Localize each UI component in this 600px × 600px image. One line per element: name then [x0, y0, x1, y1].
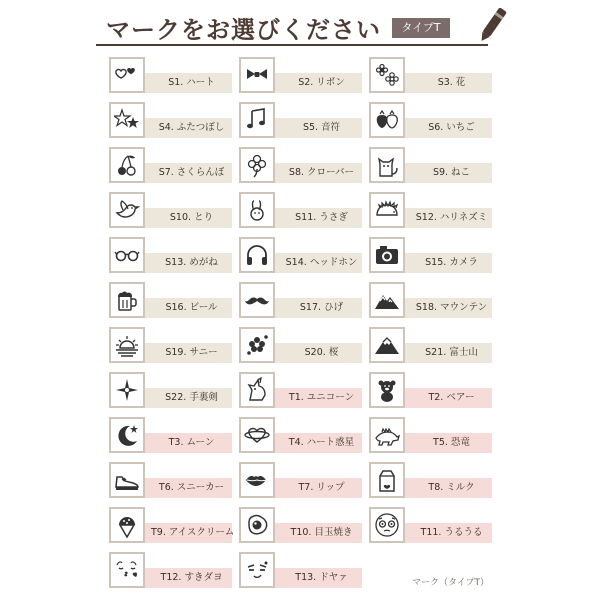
- teary-face-icon: [369, 507, 405, 543]
- flowers-icon: [369, 57, 405, 93]
- mark-option[interactable]: [239, 237, 362, 278]
- mountains-icon: [369, 282, 405, 318]
- mark-option[interactable]: [109, 462, 232, 503]
- hedgehog-icon: [369, 192, 405, 228]
- cherries-icon: [109, 147, 145, 183]
- mark-option[interactable]: [109, 507, 235, 548]
- sunrise-icon: [109, 327, 145, 363]
- beer-icon: [109, 282, 145, 318]
- mark-option[interactable]: [109, 282, 232, 323]
- mark-option-label: S17. ひげ: [259, 298, 362, 318]
- mount-fuji-icon: [369, 327, 405, 363]
- clover-icon: [239, 147, 275, 183]
- bird-icon: [109, 192, 145, 228]
- camera-icon: [369, 237, 405, 273]
- mark-option-label: T1. ユニコーン: [259, 388, 362, 408]
- mark-option[interactable]: [109, 417, 232, 458]
- unicorn-icon: [239, 372, 275, 408]
- mark-option[interactable]: [109, 57, 232, 98]
- mark-option-label: S14. ヘッドホン: [259, 253, 362, 273]
- mark-option-label: S19. サニー: [129, 343, 232, 363]
- glasses-icon: [109, 237, 145, 273]
- mark-option-label: S11. うさぎ: [259, 208, 362, 228]
- mark-option-label: S6. いちご: [389, 118, 492, 138]
- mark-option[interactable]: [109, 102, 232, 143]
- mark-option[interactable]: [369, 192, 492, 233]
- music-notes-icon: [239, 102, 275, 138]
- mark-option[interactable]: [369, 102, 492, 143]
- two-stars-icon: [109, 102, 145, 138]
- mark-option[interactable]: [109, 327, 232, 368]
- sakura-icon: [239, 327, 275, 363]
- mark-option-label: S18. マウンテン: [389, 298, 492, 318]
- mark-option[interactable]: [369, 327, 492, 368]
- mark-option-label: T10. 目玉焼き: [259, 523, 362, 543]
- milk-carton-icon: [369, 462, 405, 498]
- mark-option-label: S22. 手裏剣: [129, 388, 232, 408]
- ice-cream-icon: [109, 507, 145, 543]
- mark-option[interactable]: [369, 372, 492, 413]
- mark-option-label: S13. めがね: [129, 253, 232, 273]
- mark-option[interactable]: [369, 57, 492, 98]
- mark-option-label: S15. カメラ: [389, 253, 492, 273]
- bear-icon: [369, 372, 405, 408]
- mark-option-label: S4. ふたつぼし: [129, 118, 232, 138]
- mark-option[interactable]: [109, 192, 232, 233]
- mark-option[interactable]: [239, 57, 362, 98]
- mark-option[interactable]: [239, 372, 362, 413]
- sneaker-icon: [109, 462, 145, 498]
- type-badge: タイプT: [392, 18, 450, 38]
- kiss-face-icon: [109, 552, 145, 588]
- cat-icon: [369, 147, 405, 183]
- mark-option[interactable]: [239, 507, 362, 548]
- mark-option[interactable]: [239, 417, 362, 458]
- mark-option[interactable]: [369, 462, 492, 503]
- mustache-icon: [239, 282, 275, 318]
- mark-option-label: T4. ハート惑星: [259, 433, 362, 453]
- page-title: マークをお選びください: [106, 16, 381, 44]
- shuriken-icon: [109, 372, 145, 408]
- lips-icon: [239, 462, 275, 498]
- mark-option-label: S8. クローバー: [259, 163, 362, 183]
- mark-option[interactable]: [239, 147, 362, 188]
- mark-option-label: S20. 桜: [259, 343, 362, 363]
- ribbon-icon: [239, 57, 275, 93]
- mark-option-label: T6. スニーカー: [129, 478, 232, 498]
- moon-icon: [109, 417, 145, 453]
- mark-option[interactable]: [369, 237, 492, 278]
- mark-option[interactable]: [239, 462, 362, 503]
- mark-option[interactable]: [109, 552, 232, 593]
- mark-option-label: T13. ドヤァ: [259, 568, 362, 588]
- dinosaur-icon: [369, 417, 405, 453]
- hearts-icon: [109, 57, 145, 93]
- mark-option-label: S5. 音符: [259, 118, 362, 138]
- mark-option-label: T11. うるうる: [389, 523, 492, 543]
- mark-option-label: S16. ビール: [129, 298, 232, 318]
- mark-option[interactable]: [239, 282, 362, 323]
- smug-face-icon: [239, 552, 275, 588]
- mark-option-label: T9. アイスクリーム: [129, 523, 232, 543]
- mark-option[interactable]: [369, 507, 492, 548]
- mark-option-label: S2. リボン: [259, 73, 362, 93]
- mark-option-label: T5. 恐竜: [389, 433, 492, 453]
- mark-option[interactable]: [369, 417, 492, 458]
- mark-option-label: T8. ミルク: [389, 478, 492, 498]
- rabbit-icon: [239, 192, 275, 228]
- mark-option[interactable]: [239, 552, 362, 593]
- mark-option[interactable]: [369, 147, 492, 188]
- mark-option[interactable]: [369, 282, 492, 323]
- mark-option[interactable]: [109, 237, 232, 278]
- mark-option-label: S10. とり: [129, 208, 232, 228]
- mark-option[interactable]: [239, 192, 362, 233]
- mark-option[interactable]: [239, 102, 362, 143]
- mark-option-label: T7. リップ: [259, 478, 362, 498]
- fried-egg-icon: [239, 507, 275, 543]
- heart-planet-icon: [239, 417, 275, 453]
- mark-option[interactable]: [239, 327, 362, 368]
- strawberries-icon: [369, 102, 405, 138]
- mark-option-label: S9. ねこ: [389, 163, 492, 183]
- mark-option-label: T2. ベアー: [389, 388, 492, 408]
- footer-note: マーク（タイプT）: [412, 578, 490, 588]
- mark-option-label: S3. 花: [389, 73, 492, 93]
- mark-option-label: S7. さくらんぼ: [129, 163, 232, 183]
- headphones-icon: [239, 237, 275, 273]
- mark-option-label: T12. すきダヨ: [129, 568, 232, 588]
- mark-option-label: T3. ムーン: [129, 433, 232, 453]
- mark-option-label: S21. 富士山: [389, 343, 492, 363]
- mark-option[interactable]: [109, 372, 232, 413]
- mark-option-label: S12. ハリネズミ: [389, 208, 492, 228]
- mark-option-label: S1. ハート: [129, 73, 232, 93]
- mark-option[interactable]: [109, 147, 232, 188]
